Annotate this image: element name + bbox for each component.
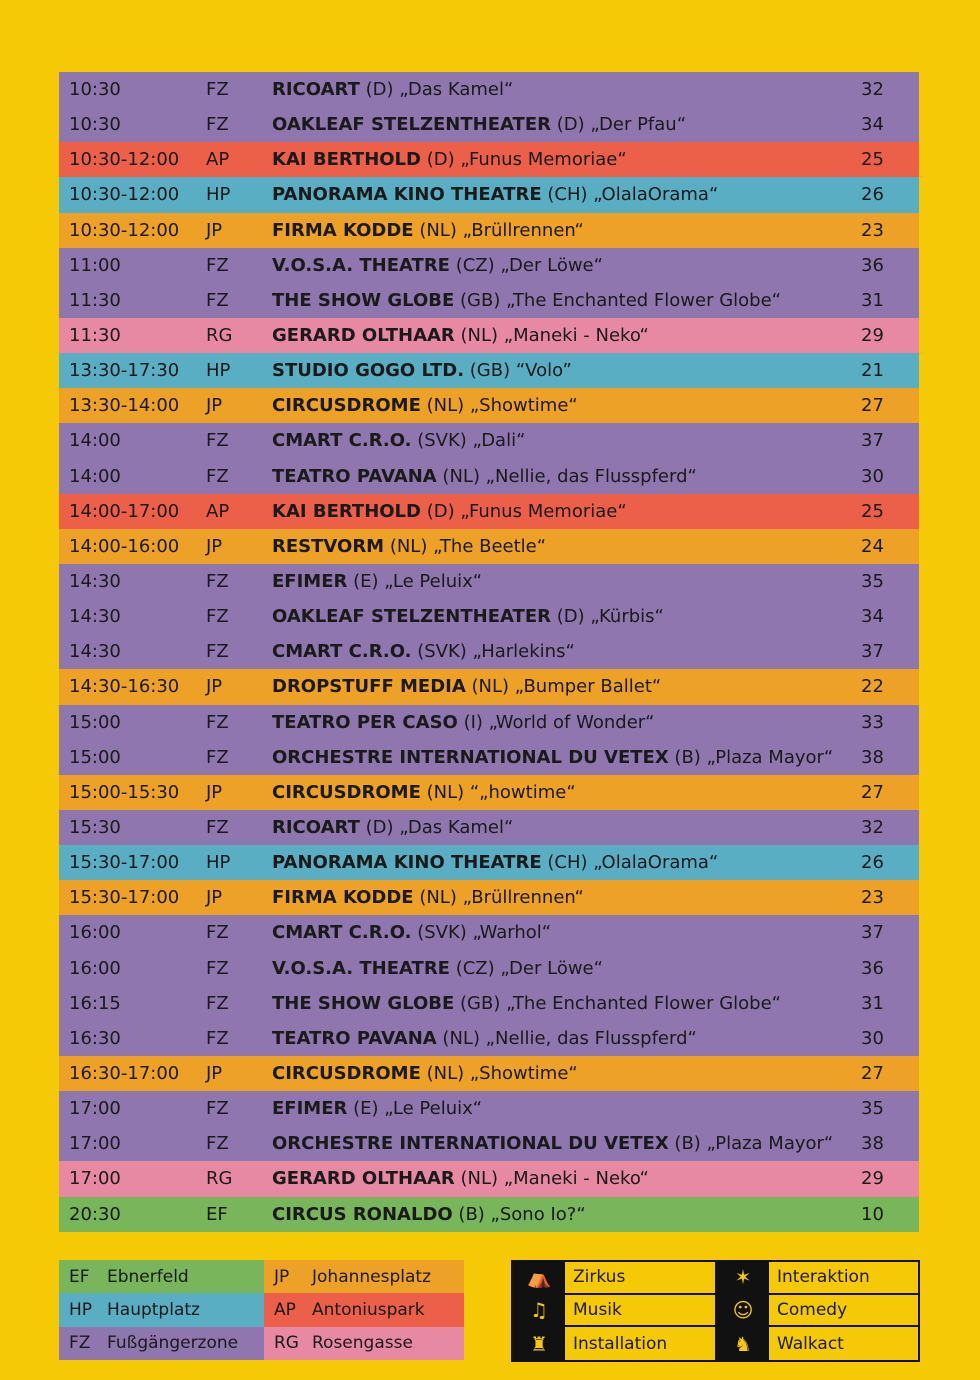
act-title [272,395,861,416]
schedule-row [59,705,919,740]
schedule-row [59,1091,919,1126]
act-title [272,712,861,733]
time: 15:30 [69,817,121,839]
act-details: (NL) „The Beetle“ [384,535,547,557]
schedule-row [59,72,919,107]
schedule-row [59,353,919,388]
act-details: (GB) „The Enchanted Flower Globe“ [454,992,781,1014]
act-title [272,993,861,1014]
time: 16:30 [69,1027,121,1049]
act-name: RESTVORM [272,535,385,557]
act-details: (SVK) „Harlekins“ [411,641,575,663]
category-legend [511,1260,920,1362]
act-title [272,922,861,943]
time: 15:30-17:00 [69,852,180,874]
time: 20:30 [69,1203,121,1225]
time: 14:30-16:30 [69,676,180,698]
act-title [272,114,861,135]
act-name: DROPSTUFF MEDIA [272,676,466,698]
location-code: FZ [206,606,229,628]
time: 13:30-14:00 [69,395,180,417]
act-details: (NL) „Brüllrennen“ [413,887,584,909]
page-number: 30 [861,1027,884,1049]
act-title [272,641,861,662]
location-code: FZ [206,1098,229,1120]
location-code: AP [206,149,230,171]
location-code: FZ [206,992,229,1014]
act-name: OAKLEAF STELZENTHEATER [272,114,551,136]
category-name: Installation [573,1333,668,1354]
location-name: Johannesplatz [312,1266,431,1287]
location-code: JP [206,781,223,803]
schedule-row [59,318,919,353]
location-code: AP [206,500,230,522]
page-number: 25 [861,500,884,522]
act-name: OAKLEAF STELZENTHEATER [272,606,551,628]
act-title [272,817,861,838]
act-title [272,571,861,592]
act-name: STUDIO GOGO LTD. [272,360,465,382]
act-details: (NL) „Brüllrennen“ [413,219,584,241]
location-code: FZ [206,114,229,136]
time: 16:30-17:00 [69,1063,180,1084]
page-number: 29 [861,1168,884,1190]
schedule-row [59,107,919,142]
act-details: (CZ) „Der Löwe“ [449,957,603,979]
location-code: FZ [206,1027,229,1049]
page-number: 10 [861,1203,884,1225]
location-code: FZ [206,922,229,944]
category-name: Walkact [777,1333,844,1354]
location-name: Fußgängerzone [107,1333,239,1354]
location-code: FZ [206,289,229,311]
act-title [272,606,861,627]
time: 17:00 [69,1168,121,1190]
page-number: 34 [861,606,884,628]
act-title [272,325,861,346]
schedule-row [59,423,919,458]
act-details: (SVK) „Warhol“ [411,922,552,944]
page-number: 32 [861,817,884,839]
act-title [272,1204,861,1225]
page-number: 29 [861,325,884,347]
category-legend-item [717,1295,920,1328]
page-number: 24 [861,535,884,557]
schedule-row [59,1126,919,1161]
time: 15:00 [69,711,121,733]
page-number: 32 [861,79,884,101]
location-code: HP [69,1299,93,1320]
location-code: JP [206,1063,223,1084]
location-legend [59,1260,464,1360]
act-details: (B) „Plaza Mayor“ [668,1133,834,1155]
statue-icon: ♜ [513,1327,565,1360]
location-legend-item [59,1293,264,1326]
location-code: FZ [206,79,229,101]
page-number: 37 [861,641,884,663]
act-details: (CH) „OlalaOrama“ [541,852,719,874]
location-code: RG [206,1168,233,1190]
act-title [272,1098,861,1119]
schedule-row [59,283,919,318]
act-details: (D) „Das Kamel“ [359,817,514,839]
page-number: 36 [861,254,884,276]
schedule-row [59,1161,919,1196]
act-details: (NL) „Maneki - Neko“ [454,1168,649,1190]
act-details: (NL) „Nellie, das Flusspferd“ [436,1027,697,1049]
act-name: CIRCUSDROME [272,781,421,803]
act-title [272,79,861,100]
schedule-row [59,564,919,599]
act-name: RICOART [272,79,360,101]
schedule-row [59,529,919,564]
act-title [272,220,861,241]
location-code: EF [69,1266,90,1287]
location-name: Ebnerfeld [107,1266,189,1287]
location-code: FZ [206,711,229,733]
page-number: 27 [861,1063,884,1084]
act-name: V.O.S.A. THEATRE [272,957,450,979]
act-details: (D) „Funus Memoriae“ [420,149,627,171]
category-name: Comedy [777,1299,848,1320]
schedule-row [59,986,919,1021]
time: 17:00 [69,1098,121,1120]
location-code: JP [206,395,223,417]
time: 10:30-12:00 [69,184,180,206]
act-details: (D) „Der Pfau“ [550,114,687,136]
act-name: PANORAMA KINO THEATRE [272,852,542,874]
schedule-row [59,459,919,494]
location-code: JP [274,1266,290,1287]
page-number: 27 [861,395,884,417]
act-name: FIRMA KODDE [272,219,414,241]
act-name: GERARD OLTHAAR [272,325,455,347]
time: 16:00 [69,957,121,979]
juggler-icon: ✶ [717,1262,769,1293]
page-number: 38 [861,746,884,768]
act-title [272,1168,861,1189]
location-code: JP [206,535,223,557]
location-legend-item [264,1327,464,1360]
page-number: 21 [861,360,884,382]
location-code: FZ [69,1333,91,1354]
act-details: (NL) “„howtime“ [420,781,576,803]
page-number: 26 [861,184,884,206]
act-name: PANORAMA KINO THEATRE [272,184,542,206]
act-name: KAI BERTHOLD [272,149,421,171]
act-details: (B) „Plaza Mayor“ [668,746,834,768]
act-title [272,290,861,311]
act-name: RICOART [272,817,360,839]
time: 14:00 [69,465,121,487]
schedule-row [59,213,919,248]
page-number: 23 [861,887,884,909]
act-name: TEATRO PER CASO [272,711,458,733]
schedule-row [59,845,919,880]
act-title [272,1133,861,1154]
time: 14:00-16:00 [69,535,180,557]
time: 15:00-15:30 [69,781,180,803]
page-number: 35 [861,571,884,593]
act-name: GERARD OLTHAAR [272,1168,455,1190]
location-code: AP [274,1299,296,1320]
act-details: (B) „Sono Io?“ [452,1203,586,1225]
schedule-row [59,1021,919,1056]
act-title [272,782,861,803]
act-details: (SVK) „Dali“ [411,430,526,452]
schedule-row [59,951,919,986]
schedule-row [59,494,919,529]
time: 11:30 [69,289,121,311]
act-name: EFIMER [272,1098,348,1120]
act-name: EFIMER [272,571,348,593]
location-legend-item [264,1293,464,1326]
schedule-row [59,599,919,634]
time: 14:00 [69,430,121,452]
location-legend-item [59,1260,264,1293]
act-name: ORCHESTRE INTERNATIONAL DU VETEX [272,746,669,768]
page-number: 33 [861,711,884,733]
category-name: Musik [573,1299,622,1320]
act-name: CMART C.R.O. [272,922,412,944]
act-details: (GB) „The Enchanted Flower Globe“ [454,289,781,311]
act-name: THE SHOW GLOBE [272,992,455,1014]
page-number: 37 [861,922,884,944]
location-code: HP [206,852,231,874]
time: 16:15 [69,992,121,1014]
act-details: (NL) „Showtime“ [420,395,578,417]
time: 14:00-17:00 [69,500,180,522]
act-title [272,466,861,487]
page-number: 34 [861,114,884,136]
schedule-table [59,72,919,1232]
schedule-row [59,740,919,775]
act-title [272,255,861,276]
schedule-row [59,177,919,212]
act-title [272,536,861,557]
act-name: TEATRO PAVANA [272,1027,437,1049]
location-code: FZ [206,254,229,276]
page-number: 23 [861,219,884,241]
act-details: (E) „Le Peluix“ [347,1098,483,1120]
page-number: 35 [861,1098,884,1120]
act-details: (I) „World of Wonder“ [457,711,655,733]
time: 10:30 [69,114,121,136]
act-name: THE SHOW GLOBE [272,289,455,311]
page-number: 38 [861,1133,884,1155]
location-name: Hauptplatz [107,1299,200,1320]
location-legend-item [264,1260,464,1293]
time: 10:30 [69,79,121,101]
page-number: 37 [861,430,884,452]
act-details: (E) „Le Peluix“ [347,571,483,593]
page-number: 26 [861,852,884,874]
schedule-row [59,1056,919,1091]
page-number: 22 [861,676,884,698]
time: 14:30 [69,606,121,628]
act-details: (NL) „Nellie, das Flusspferd“ [436,465,697,487]
location-code: JP [206,887,223,909]
schedule-row [59,810,919,845]
location-code: JP [206,219,223,241]
act-name: CIRCUSDROME [272,1063,421,1084]
act-title [272,676,861,697]
act-title [272,852,861,873]
time: 10:30-12:00 [69,149,180,171]
act-title [272,1028,861,1049]
schedule-row [59,880,919,915]
page-number: 36 [861,957,884,979]
location-code: JP [206,676,223,698]
category-legend-item [717,1327,920,1360]
time: 10:30-12:00 [69,219,180,241]
location-code: FZ [206,957,229,979]
schedule-row [59,248,919,283]
act-name: CMART C.R.O. [272,641,412,663]
act-title [272,887,861,908]
music-note-icon: ♫ [513,1295,565,1326]
act-details: (CH) „OlalaOrama“ [541,184,719,206]
schedule-row [59,634,919,669]
category-legend-item [513,1262,717,1295]
act-name: V.O.S.A. THEATRE [272,254,450,276]
location-code: FZ [206,465,229,487]
act-title [272,149,861,170]
act-name: CMART C.R.O. [272,430,412,452]
act-details: (CZ) „Der Löwe“ [449,254,603,276]
time: 14:30 [69,571,121,593]
location-name: Antoniuspark [312,1299,425,1320]
category-name: Zirkus [573,1267,626,1288]
walking-figure-icon: ♞ [717,1327,769,1360]
time: 14:30 [69,641,121,663]
location-code: FZ [206,746,229,768]
act-details: (D) „Kürbis“ [550,606,664,628]
category-legend-item [513,1327,717,1360]
act-title [272,184,861,205]
act-title [272,501,861,522]
act-title [272,747,861,768]
schedule-row [59,1197,919,1232]
act-details: (NL) „Bumper Ballet“ [465,676,662,698]
location-code: EF [206,1203,228,1225]
schedule-row [59,775,919,810]
location-code: HP [206,360,231,382]
act-name: ORCHESTRE INTERNATIONAL DU VETEX [272,1133,669,1155]
category-legend-item [513,1295,717,1328]
act-name: TEATRO PAVANA [272,465,437,487]
act-title [272,430,861,451]
act-details: (NL) „Showtime“ [420,1063,578,1084]
clown-face-icon: ☺ [717,1295,769,1326]
schedule-row [59,669,919,704]
location-code: FZ [206,641,229,663]
time: 11:30 [69,325,121,347]
time: 15:00 [69,746,121,768]
act-details: (D) „Funus Memoriae“ [420,500,627,522]
act-name: FIRMA KODDE [272,887,414,909]
category-name: Interaktion [777,1267,870,1288]
location-code: FZ [206,1133,229,1155]
schedule-row [59,388,919,423]
time: 16:00 [69,922,121,944]
time: 13:30-17:30 [69,360,180,382]
location-code: FZ [206,571,229,593]
location-name: Rosengasse [312,1333,413,1354]
act-name: KAI BERTHOLD [272,500,421,522]
location-legend-item [59,1327,264,1360]
time: 17:00 [69,1133,121,1155]
act-name: CIRCUSDROME [272,395,421,417]
category-legend-item [717,1262,920,1295]
page-number: 25 [861,149,884,171]
schedule-row [59,142,919,177]
location-code: HP [206,184,231,206]
circus-tent-icon: ⛺ [513,1262,565,1293]
act-title [272,1063,861,1084]
time: 15:30-17:00 [69,887,180,909]
act-name: CIRCUS RONALDO [272,1203,453,1225]
location-code: FZ [206,817,229,839]
act-details: (GB) “Volo” [464,360,572,382]
act-details: (NL) „Maneki - Neko“ [454,325,649,347]
schedule-row [59,915,919,950]
time: 11:00 [69,254,121,276]
location-code: FZ [206,430,229,452]
location-code: RG [206,325,233,347]
page-number: 30 [861,465,884,487]
act-title [272,958,861,979]
location-code: RG [274,1333,299,1354]
page-number: 27 [861,781,884,803]
act-details: (D) „Das Kamel“ [359,79,514,101]
page-number: 31 [861,992,884,1014]
act-title [272,360,861,381]
page-number: 31 [861,289,884,311]
